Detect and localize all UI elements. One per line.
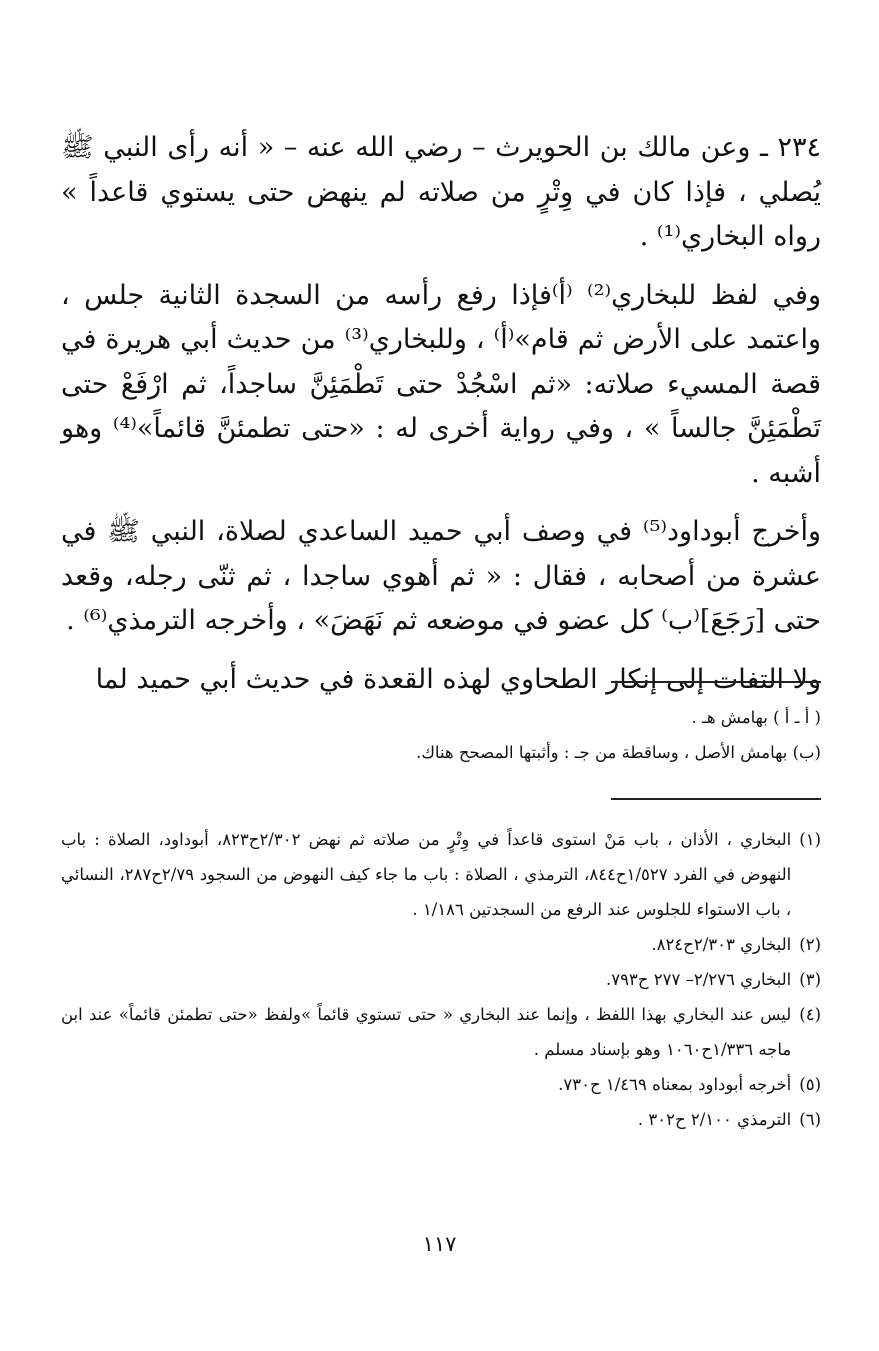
footnote-text: الترمذي ٢/١٠٠ ح٣٠٢ . [637, 1110, 792, 1129]
footnote-text: البخاري ٢/٢٧٦– ٢٧٧ ح٧٩٣. [605, 970, 792, 989]
footnote-number: (٥) [799, 1075, 821, 1094]
footnote-4 [61, 997, 821, 1067]
footnotes-divider [611, 798, 821, 800]
abu-dawud-paragraph: وأخرج أبوداود⁽⁵⁾ في وصف أبي حميد الساعدي لصلاة، النبي ﷺ في عشرة من أصحابه ، فقال : « ثم أهوي ساجدا ، ثم ثنّى رجله، وقعد حتى [رَجَعَ]⁽ب⁾ كل عضو في موضعه ثم نَهَضَ» ، وأخرجه الترمذي⁽⁶⁾ . [61, 516, 821, 636]
footnote-number: (٢) [799, 935, 821, 954]
footnote-1 [61, 822, 821, 927]
main-text [61, 126, 821, 716]
footnotes [61, 822, 821, 1137]
editor-notes-divider [611, 681, 821, 683]
footnote-text: البخاري ٢/٣٠٣ح٨٢٤. [651, 935, 792, 954]
editor-note-a: ( أ ـ أ ) بهامش هـ . [691, 708, 821, 727]
tahawi-paragraph: ولا التفات إلى إنكار الطحاوي لهذه القعدة في حديث أبي حميد لما [95, 663, 821, 695]
footnote-text: أخرجه أبوداود بمعناه ١/٤٦٩ ح٧٣٠. [558, 1075, 792, 1094]
footnote-text: ليس عند البخاري بهذا اللفظ ، وإنما عند البخاري « حتى تستوي قائماً »ولفظ «حتى تطمئن قائماً» عند ابن ماجه ١/٣٣٦ح١٠٦٠ وهو بإسناد مسلم . [61, 1005, 792, 1059]
bukhari-wording-paragraph: وفي لفظ للبخاري⁽²⁾ ⁽أ⁾فإذا رفع رأسه من السجدة الثانية جلس ، واعتمد على الأرض ثم قام»⁽أ⁾ ، وللبخاري⁽³⁾ من حديث أبي هريرة في قصة المسيء صلاته: «ثم اسْجُدْ حتى تَطْمَئِنَّ ساجداً، ثم ارْفَعْ حتى تَطْمَئِنَّ جالساً » ، وفي رواية أخرى له : «حتى تطمئنَّ قائماً»⁽⁴⁾ وهو أشبه . [61, 279, 821, 489]
editor-notes [61, 700, 821, 770]
hadith-234-paragraph: ٢٣٤ ـ وعن مالك بن الحويرث – رضي الله عنه – « أنه رأى النبي ﷺ يُصلي ، فإذا كان في وِتْرٍ من صلاته لم ينهض حتى يستوي قاعداً » رواه البخاري⁽¹⁾ . [61, 132, 821, 252]
footnote-text: البخاري ، الأذان ، باب مَنْ استوى قاعداً في وِتْرٍ من صلاته ثم نهض ٢/٣٠٢ح٨٢٣، أبوداود، الصلاة : باب النهوض في الفرد ١/٥٢٧ح٨٤٤، الترمذي ، الصلاة : باب ما جاء كيف النهوض من السجود ٢/٧٩ح٢٨٧، النسائي ، باب الاستواء للجلوس عند الرفع من السجدتين ١/١٨٦ . [61, 830, 792, 919]
footnote-5 [61, 1067, 821, 1102]
page-number: ١١٧ [422, 1232, 457, 1256]
footnote-2 [61, 927, 821, 962]
footnote-6 [61, 1102, 821, 1137]
footnote-number: (٦) [799, 1110, 821, 1129]
footnote-3 [61, 962, 821, 997]
footnote-number: (٣) [799, 970, 821, 989]
footnote-number: (٤) [799, 1005, 821, 1024]
editor-note-b: (ب) بهامش الأصل ، وساقطة من جـ : وأثبتها المصحح هناك. [416, 743, 821, 762]
footnote-number: (١) [799, 830, 821, 849]
